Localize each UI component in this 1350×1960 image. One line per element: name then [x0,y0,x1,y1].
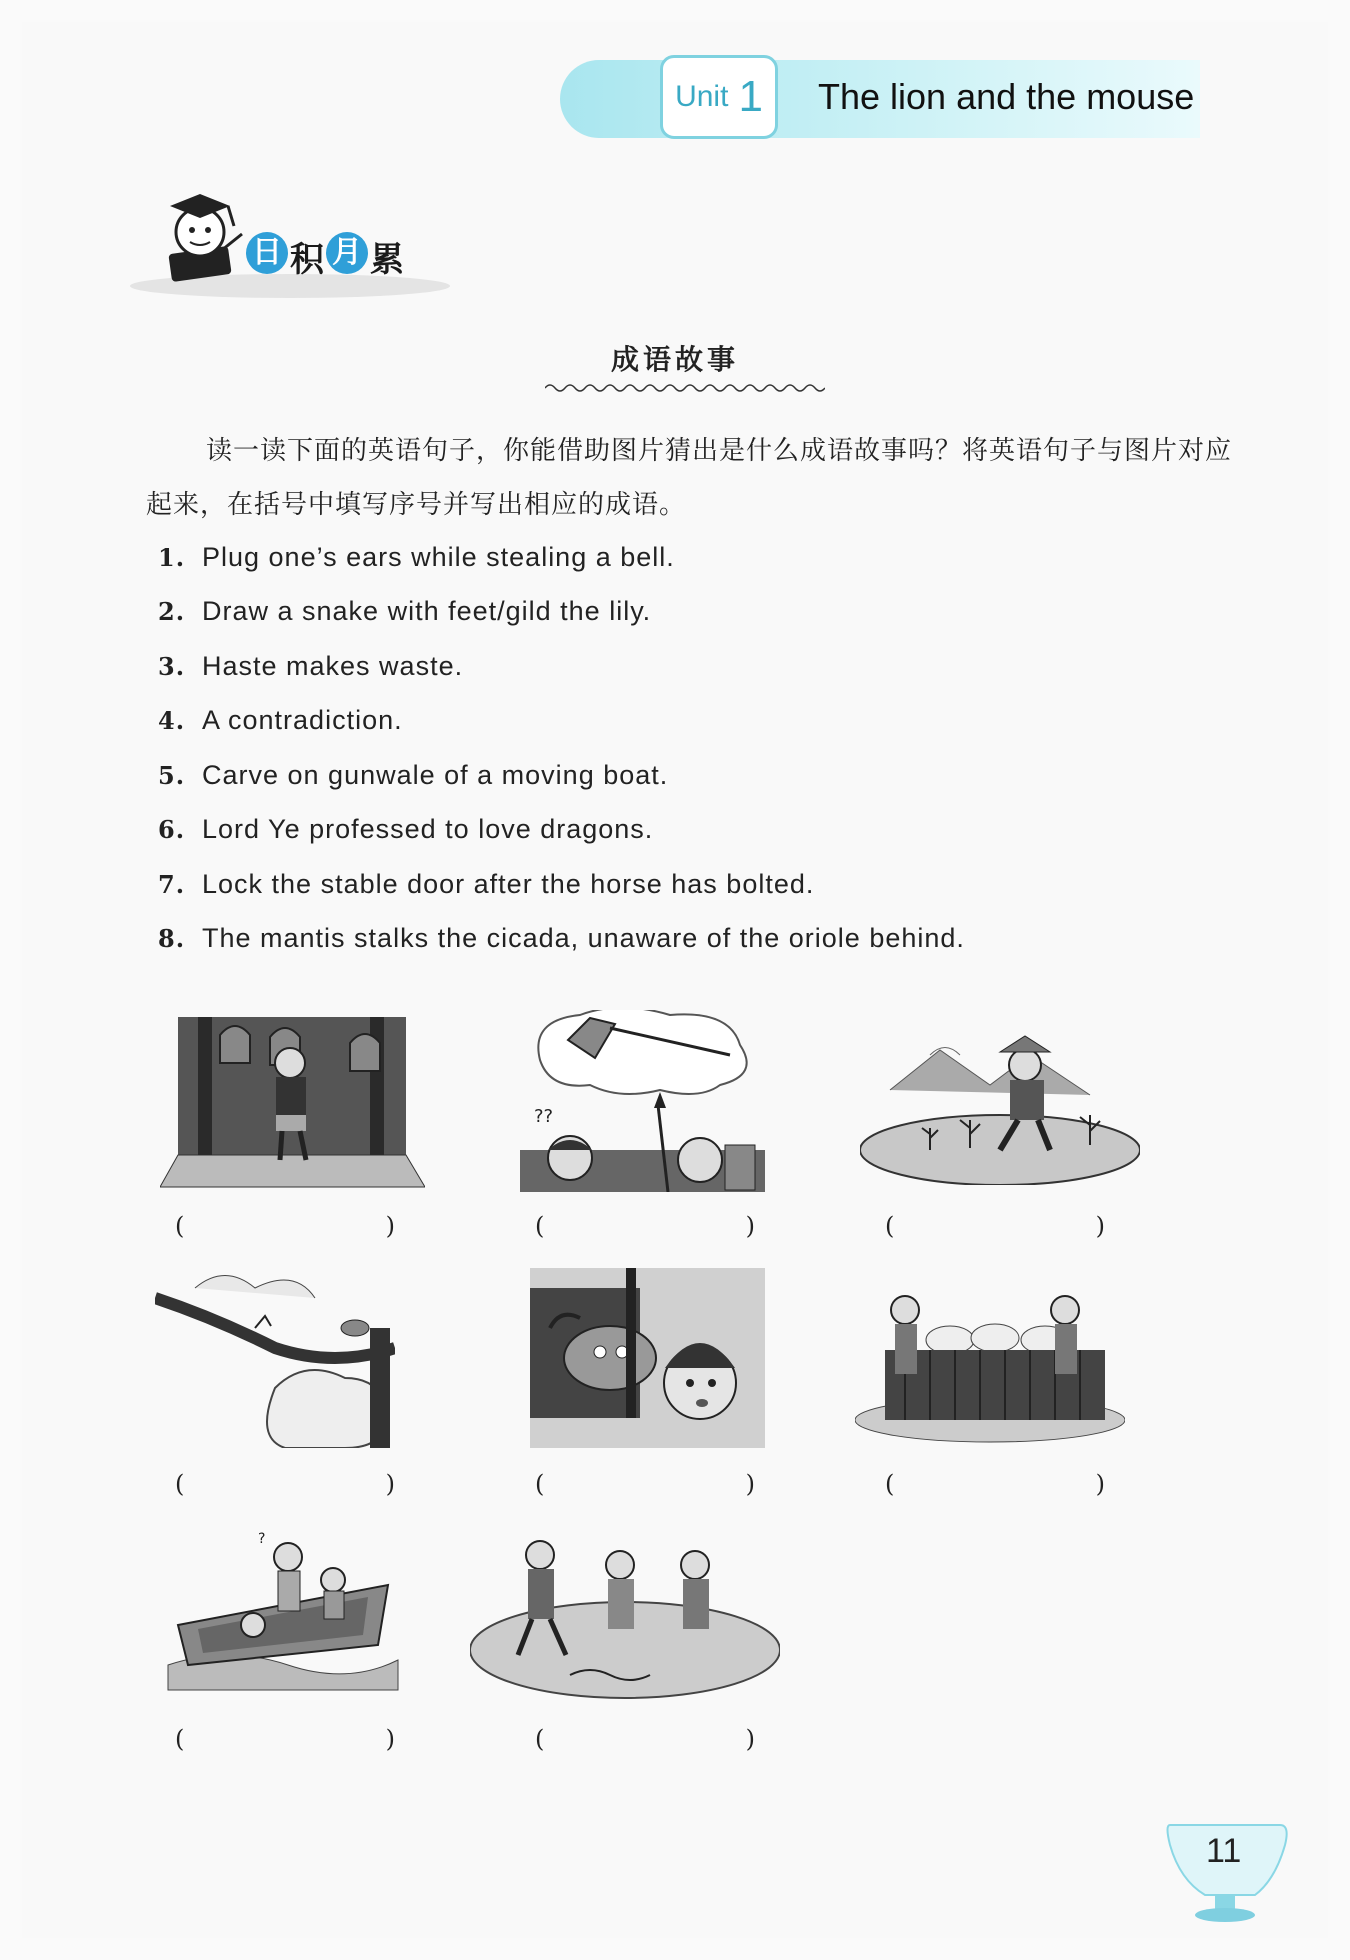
paren-close: ) [745,1470,755,1498]
mantis-tree-icon [155,1268,395,1448]
item-number: 6. [158,815,186,845]
item-text: Draw a snake with feet/gild the lily. [202,596,652,627]
item-text: Carve on gunwale of a moving boat. [202,759,669,790]
item-number: 1. [158,542,186,572]
list-item [158,694,965,749]
list-item [158,639,965,694]
bell-thief-icon [160,1015,425,1190]
sentence-list [158,530,965,966]
list-item [158,585,965,640]
unit-title: The lion and the mouse [818,76,1195,117]
boat-carving-icon [158,1525,403,1695]
list-item [158,857,965,912]
section-badge-title [246,232,404,281]
paren-close: ) [1095,1470,1105,1498]
dragon-lord-icon [530,1268,765,1448]
wavy-underline [545,382,825,394]
item-text: Plug one’s ears while stealing a bell. [202,541,675,572]
paren-open: ( [885,1212,895,1240]
paren-open: ( [175,1725,185,1753]
unit-word: Unit [675,80,729,113]
paren-open: ( [175,1212,185,1240]
paren-open: ( [885,1470,895,1498]
item-number: 5. [158,760,186,790]
item-number: 8. [158,924,186,954]
unit-label-box [660,55,778,139]
badge-char: 月 [326,232,368,274]
seedling-farmer-icon [860,1020,1140,1185]
list-item [158,748,965,803]
item-number: 2. [158,597,186,627]
item-number: 3. [158,651,186,681]
instructions-text: 读一读下面的英语句子，你能借助图片猜出是什么成语故事吗？将英语句子与图片对应起来，在括号中填写序号并写出相应的成语。 [146,436,1233,520]
unit-number: 1 [738,72,763,121]
badge-char: 日 [246,232,288,274]
badge-char: 累 [370,240,404,280]
paren-close: ) [745,1725,755,1753]
snake-drawing-icon [470,1525,780,1700]
sheep-pen-icon [855,1280,1125,1445]
svg-text:?: ? [258,1531,266,1547]
item-text: Haste makes waste. [202,650,464,681]
item-text: Lock the stable door after the horse has bolted. [202,868,815,899]
item-text: The mantis stalks the cicada, unaware of the oriole behind. [202,923,965,954]
paren-close: ) [385,1470,395,1498]
spear-shield-icon [520,1010,765,1192]
paren-open: ( [535,1470,545,1498]
badge-char: 积 [290,240,324,280]
item-number: 4. [158,706,186,736]
list-item [158,803,965,858]
paren-close: ) [1095,1212,1105,1240]
svg-text:??: ?? [534,1106,554,1127]
item-text: A contradiction. [202,705,403,736]
list-item [158,912,965,967]
paren-close: ) [385,1725,395,1753]
instructions [146,424,1236,532]
paren-close: ) [385,1212,395,1240]
item-number: 7. [158,869,186,899]
paren-close: ) [745,1212,755,1240]
paren-open: ( [535,1212,545,1240]
paren-open: ( [535,1725,545,1753]
section-heading: 成语故事 [610,343,739,376]
paren-open: ( [175,1470,185,1498]
page-number: 11 [1206,1832,1242,1870]
list-item [158,530,965,585]
item-text: Lord Ye professed to love dragons. [202,814,654,845]
